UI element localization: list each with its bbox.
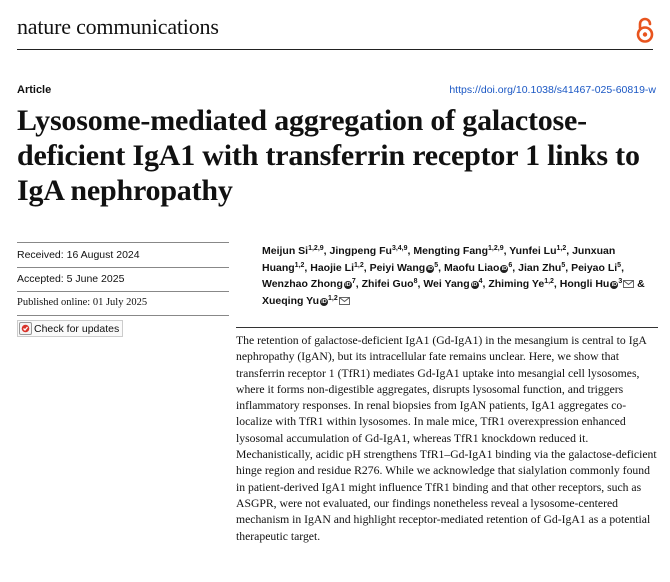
orcid-icon[interactable]: iD <box>501 265 508 272</box>
author-affiliation: 1,2 <box>354 261 364 269</box>
author-affiliation: 1,2 <box>544 278 554 286</box>
orcid-icon[interactable]: iD <box>611 282 618 289</box>
author-affiliation: 4 <box>478 278 483 286</box>
check-updates-label: Check for updates <box>34 322 120 335</box>
meta-divider <box>17 242 229 243</box>
author-affiliation: 8 <box>413 278 418 286</box>
author-name[interactable] <box>560 278 634 290</box>
meta-divider <box>17 267 229 268</box>
orcid-icon[interactable]: iD <box>321 298 327 305</box>
author-name-text: Zhiming Ye <box>488 278 545 291</box>
orcid-icon[interactable]: iD <box>427 265 433 272</box>
author-name[interactable] <box>262 245 324 257</box>
orcid-icon[interactable]: iD <box>345 282 351 289</box>
email-icon[interactable] <box>339 297 350 305</box>
check-for-updates-button[interactable] <box>17 320 123 337</box>
author-name-text: Jingpeng Fu <box>329 245 392 257</box>
author-name[interactable] <box>370 262 439 274</box>
orcid-icon[interactable]: iD <box>471 282 478 289</box>
author-affiliation: 1,2 <box>294 261 305 269</box>
author-name-text: Jian Zhu <box>518 261 562 274</box>
author-name[interactable] <box>488 278 554 290</box>
author-affiliation: 3,4,9 <box>391 245 408 252</box>
author-affiliation: 1,2,9 <box>488 245 504 252</box>
meta-divider <box>17 315 229 316</box>
author-affiliation: 5 <box>617 261 622 269</box>
meta-divider <box>17 291 229 292</box>
author-affiliation: 6 <box>508 261 513 269</box>
author-affiliation: 5 <box>434 261 439 269</box>
abstract: The retention of galactose-deficient IgA1 (Gd-IgA1) in the mesangium is central to IgA nephropathy (IgAN), but its intracellular fate remains unclear. Here, we show that transferrin receptor 1 (TfR1) mediates Gd-IgA1 uptake into mesangial cell lysosomes, where it forms non-digestible aggregates, disrupts lysosomal function, and triggers inflammatory responses. In renal biopsies from IgAN patients, IgA1 aggregates co-localize with TfR1 within lysosomes. In male mice, TfR1 overexpression enhanced lysosomal accumulation of Gd-IgA1, whereas TfR1 knockdown reduced it. Mechanistically, acidic pH strengthens TfR1–Gd-IgA1 binding via the galactose-deficient hinge region and residue R276. While we acknowledge that sialylation commonly found in patient-derived IgA1 might influence TfR1 binding and that other receptors, such as ASGPR, were not evaluated, our findings nonetheless reveal a lysosome-centered mechanism in IgAN and highlight receptor-mediated retention of Gd-IgA1 as a potential therapeutic target. <box>236 334 657 543</box>
check-updates-icon <box>19 322 32 335</box>
open-access-lock-icon[interactable] <box>634 16 656 44</box>
author-name-text: Meijun Si <box>262 245 309 257</box>
author-name[interactable] <box>310 262 364 274</box>
journal-name: nature communications <box>17 14 219 39</box>
article-type: Article <box>17 84 52 96</box>
author-name[interactable] <box>413 245 503 257</box>
author-name-text: Wenzhao Zhong <box>262 278 343 291</box>
author-name[interactable] <box>262 278 356 290</box>
email-icon[interactable] <box>623 280 634 288</box>
header-divider <box>17 49 653 50</box>
author-affiliation: 5 <box>561 261 566 269</box>
article-title: Lysosome-mediated aggregation of galactose-deficient IgA1 with transferrin receptor 1 links to IgA nephropathy <box>17 104 640 207</box>
author-name[interactable] <box>262 295 350 307</box>
author-name-text: Zhifei Guo <box>361 278 414 291</box>
author-name-text: Haojie Li <box>310 261 355 274</box>
doi-link[interactable]: https://doi.org/10.1038/s41467-025-60819-w <box>449 84 656 96</box>
author-name-text: Yunfei Lu <box>509 245 557 257</box>
published-date: Published online: 01 July 2025 <box>17 297 148 308</box>
abstract-divider <box>236 327 658 328</box>
author-affiliation: 3 <box>618 278 623 286</box>
author-name-text: Wei Yang <box>423 278 470 291</box>
author-name-text: Peiyao Li <box>571 261 618 274</box>
author-list: Meijun Si$^{1,2,9}$, Jingpeng Fu$^{3,4,9}$, Mengting Fang$^{1,2,9}$, Yunfei Lu$^{1,2}$, Junxuan Huang$^{1,2}$, Haojie Li$^{1,2}$, Peiyi Wang $iD^5$, Maofu Liao $iD^6$, Jian Zhu$^5$, Peiyao Li$^5$, Wenzhao Zhong $iD^7$, Zhifei Guo$^8$, Wei Yang $iD^4$, Zhiming Ye$^{1,2}$, Hongli Hu $iD^3$ & Xueqing Yu iD$^{1,2}$ <box>262 245 645 307</box>
author-name-text: Maofu Liao <box>443 261 500 274</box>
author-name-text: Peiyi Wang <box>369 261 426 274</box>
author-name[interactable] <box>509 245 566 257</box>
author-name-text: Mengting Fang <box>413 245 489 257</box>
author-name-text: Hongli Hu <box>559 278 610 291</box>
author-affiliation: 1,2 <box>327 294 338 302</box>
author-name-text: Xueqing Yu <box>262 294 319 307</box>
author-affiliation: 1,2,9 <box>308 245 324 252</box>
author-affiliation: 7 <box>351 278 356 286</box>
author-name-text: Junxuan Huang <box>262 245 616 274</box>
author-name[interactable] <box>362 278 418 290</box>
author-name[interactable] <box>423 278 482 290</box>
author-name[interactable] <box>518 262 565 274</box>
received-date: Received: 16 August 2024 <box>17 249 140 261</box>
author-affiliation: 1,2 <box>556 245 567 252</box>
author-name[interactable] <box>330 245 408 257</box>
author-name[interactable] <box>444 262 512 274</box>
accepted-date: Accepted: 5 June 2025 <box>17 273 125 285</box>
author-name[interactable] <box>571 262 621 274</box>
